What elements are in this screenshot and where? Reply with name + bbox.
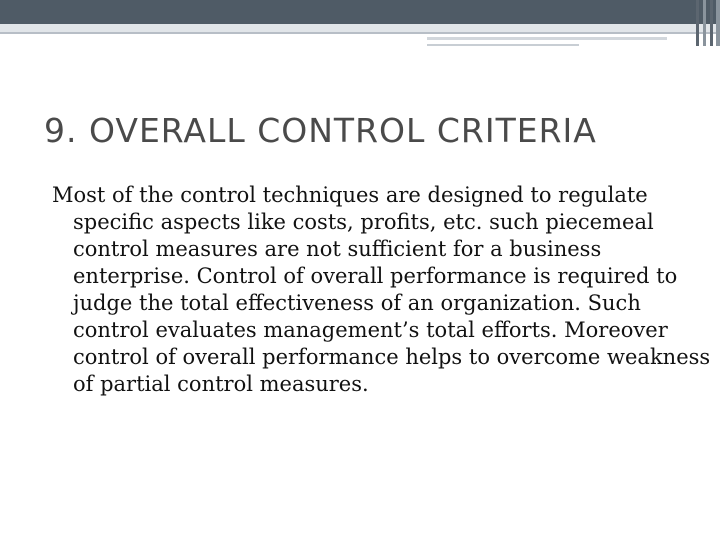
edge-stripe — [716, 0, 720, 46]
edge-stripe — [703, 0, 706, 46]
header-band-light — [0, 24, 720, 32]
header-accent-line-short — [427, 44, 579, 46]
header-divider — [0, 32, 720, 34]
edge-stripe — [710, 0, 713, 46]
slide-title: 9. OVERALL CONTROL CRITERIA — [44, 111, 597, 150]
header-accent-line — [427, 37, 667, 40]
slide-body-text: Most of the control techniques are designed to regulate specific aspects like costs, profits, etc. such piecemeal control measures are not sufficient for a business enterprise. Control of overall performance is required to judge the total effectiveness of an organization. Such control evaluates management’s total efforts. Moreover control of overall performance helps to overcome weakness of partial control measures. — [52, 183, 711, 396]
header-band — [0, 0, 720, 24]
edge-stripe — [696, 0, 699, 46]
